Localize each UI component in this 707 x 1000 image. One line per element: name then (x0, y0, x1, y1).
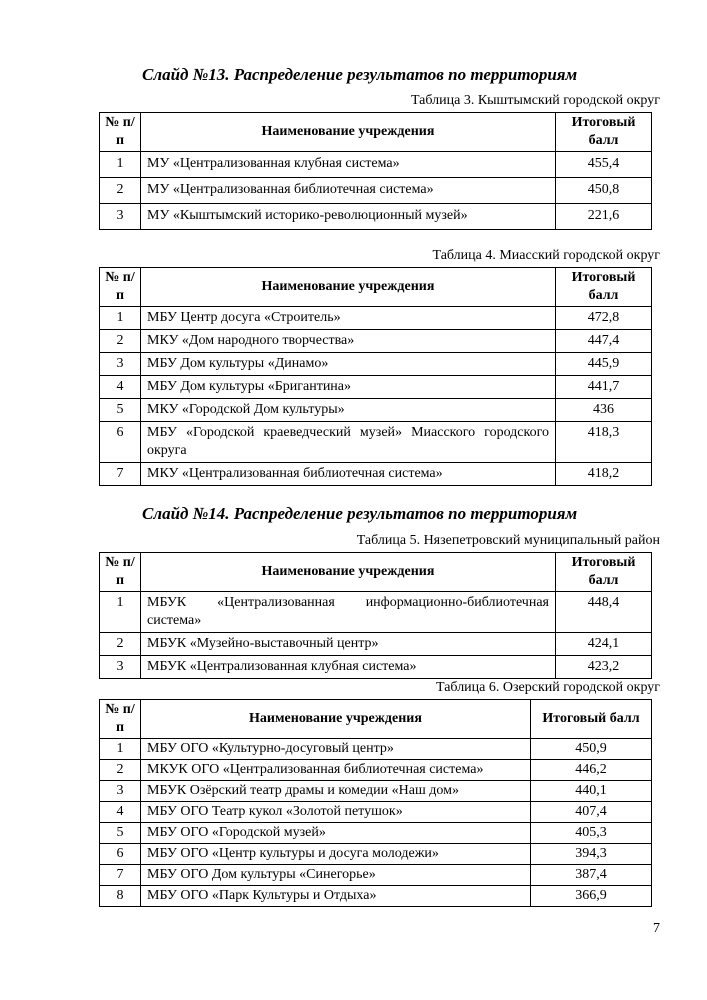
table-row (100, 353, 652, 376)
column-header-num: № п/п (100, 113, 141, 152)
slide-13-heading: Слайд №13. Распределение результатов по территориям (142, 65, 578, 84)
table-3-caption: Таблица 3. Кыштымский городской округ (410, 93, 660, 108)
column-header-num: № п/п (100, 700, 141, 739)
table-row (100, 802, 652, 823)
score-value: 418,3 (556, 422, 652, 463)
score-value: 407,4 (531, 802, 652, 823)
score-value: 472,8 (556, 307, 652, 330)
institution-name: МБУ ОГО Дом культуры «Синегорье» (141, 865, 531, 886)
table-6-ozersk (99, 699, 652, 907)
table-row (100, 399, 652, 422)
score-value: 447,4 (556, 330, 652, 353)
row-number: 1 (100, 152, 141, 178)
score-value: 441,7 (556, 376, 652, 399)
row-number: 7 (100, 463, 141, 486)
institution-name: МБУ «Городской краеведческий музей» Миасского городского округа (141, 422, 556, 463)
institution-name: МБУ Центр досуга «Строитель» (141, 307, 556, 330)
column-header-num: № п/п (100, 268, 141, 307)
table-row (100, 739, 652, 760)
row-number: 5 (100, 399, 141, 422)
row-number: 1 (100, 739, 141, 760)
institution-name: МКУ «Централизованная библиотечная система» (141, 463, 556, 486)
row-number: 1 (100, 592, 141, 633)
table-row (100, 865, 652, 886)
row-number: 3 (100, 353, 141, 376)
score-value: 221,6 (556, 204, 652, 230)
table-row (100, 330, 652, 353)
column-header-score: Итоговый балл (556, 553, 652, 592)
table-header-row (100, 700, 652, 739)
table-3-kyshtym (99, 112, 652, 230)
column-header-name: Наименование учреждения (141, 700, 531, 739)
table-row (100, 656, 652, 679)
score-value: 446,2 (531, 760, 652, 781)
row-number: 5 (100, 823, 141, 844)
table-row (100, 152, 652, 178)
institution-name: МБУ ОГО «Парк Культуры и Отдыха» (141, 886, 531, 907)
institution-name: МКУК ОГО «Централизованная библиотечная система» (141, 760, 531, 781)
row-number: 6 (100, 844, 141, 865)
row-number: 3 (100, 656, 141, 679)
column-header-name: Наименование учреждения (141, 268, 556, 307)
institution-name: МУ «Централизованная клубная система» (141, 152, 556, 178)
table-header-row (100, 113, 652, 152)
score-value: 423,2 (556, 656, 652, 679)
table-row (100, 592, 652, 633)
score-value: 387,4 (531, 865, 652, 886)
score-value: 450,9 (531, 739, 652, 760)
table-row (100, 307, 652, 330)
column-header-score: Итоговый балл (531, 700, 652, 739)
table-row (100, 760, 652, 781)
column-header-score: Итоговый балл (556, 268, 652, 307)
table-row (100, 178, 652, 204)
row-number: 4 (100, 802, 141, 823)
table-row (100, 844, 652, 865)
table-5-caption: Таблица 5. Нязепетровский муниципальный район (356, 533, 660, 548)
score-value: 405,3 (531, 823, 652, 844)
score-value: 445,9 (556, 353, 652, 376)
institution-name: МБУ Дом культуры «Динамо» (141, 353, 556, 376)
table-row (100, 422, 652, 463)
institution-name: МБУК Озёрский театр драмы и комедии «Наш дом» (141, 781, 531, 802)
row-number: 2 (100, 330, 141, 353)
score-value: 436 (556, 399, 652, 422)
table-row (100, 376, 652, 399)
table-row (100, 781, 652, 802)
table-6-caption: Таблица 6. Озерский городской округ (436, 680, 660, 695)
row-number: 8 (100, 886, 141, 907)
column-header-num: № п/п (100, 553, 141, 592)
table-row (100, 204, 652, 230)
score-value: 455,4 (556, 152, 652, 178)
table-4-caption: Таблица 4. Миасский городской округ (432, 248, 660, 263)
institution-name: МБУ Дом культуры «Бригантина» (141, 376, 556, 399)
column-header-name: Наименование учреждения (141, 553, 556, 592)
table-5-nyazepetrovsk (99, 552, 652, 679)
row-number: 7 (100, 865, 141, 886)
institution-name: МБУ ОГО «Городской музей» (141, 823, 531, 844)
institution-name: МУ «Централизованная библиотечная система» (141, 178, 556, 204)
institution-name: МКУ «Дом народного творчества» (141, 330, 556, 353)
table-row (100, 633, 652, 656)
institution-name: МБУ ОГО Театр кукол «Золотой петушок» (141, 802, 531, 823)
slide-14-heading: Слайд №14. Распределение результатов по территориям (142, 504, 578, 523)
table-header-row (100, 268, 652, 307)
row-number: 2 (100, 760, 141, 781)
table-4-miass (99, 267, 652, 486)
table-row (100, 463, 652, 486)
score-value: 450,8 (556, 178, 652, 204)
score-value: 440,1 (531, 781, 652, 802)
institution-name: МБУК «Музейно-выставочный центр» (141, 633, 556, 656)
score-value: 394,3 (531, 844, 652, 865)
row-number: 4 (100, 376, 141, 399)
page-number: 7 (653, 921, 660, 936)
institution-name: МБУ ОГО «Культурно-досуговый центр» (141, 739, 531, 760)
table-header-row (100, 553, 652, 592)
institution-name: МКУ «Городской Дом культуры» (141, 399, 556, 422)
table-row (100, 823, 652, 844)
institution-name: МУ «Кыштымский историко-революционный музей» (141, 204, 556, 230)
score-value: 366,9 (531, 886, 652, 907)
institution-name: МБУК «Централизованная клубная система» (141, 656, 556, 679)
institution-name: МБУ ОГО «Центр культуры и досуга молодежи» (141, 844, 531, 865)
score-value: 424,1 (556, 633, 652, 656)
row-number: 3 (100, 781, 141, 802)
score-value: 418,2 (556, 463, 652, 486)
column-header-score: Итоговый балл (556, 113, 652, 152)
table-row (100, 886, 652, 907)
row-number: 2 (100, 178, 141, 204)
score-value: 448,4 (556, 592, 652, 633)
row-number: 2 (100, 633, 141, 656)
row-number: 3 (100, 204, 141, 230)
row-number: 1 (100, 307, 141, 330)
row-number: 6 (100, 422, 141, 463)
column-header-name: Наименование учреждения (141, 113, 556, 152)
institution-name: МБУК «Централизованная информационно-библиотечная система» (141, 592, 556, 633)
